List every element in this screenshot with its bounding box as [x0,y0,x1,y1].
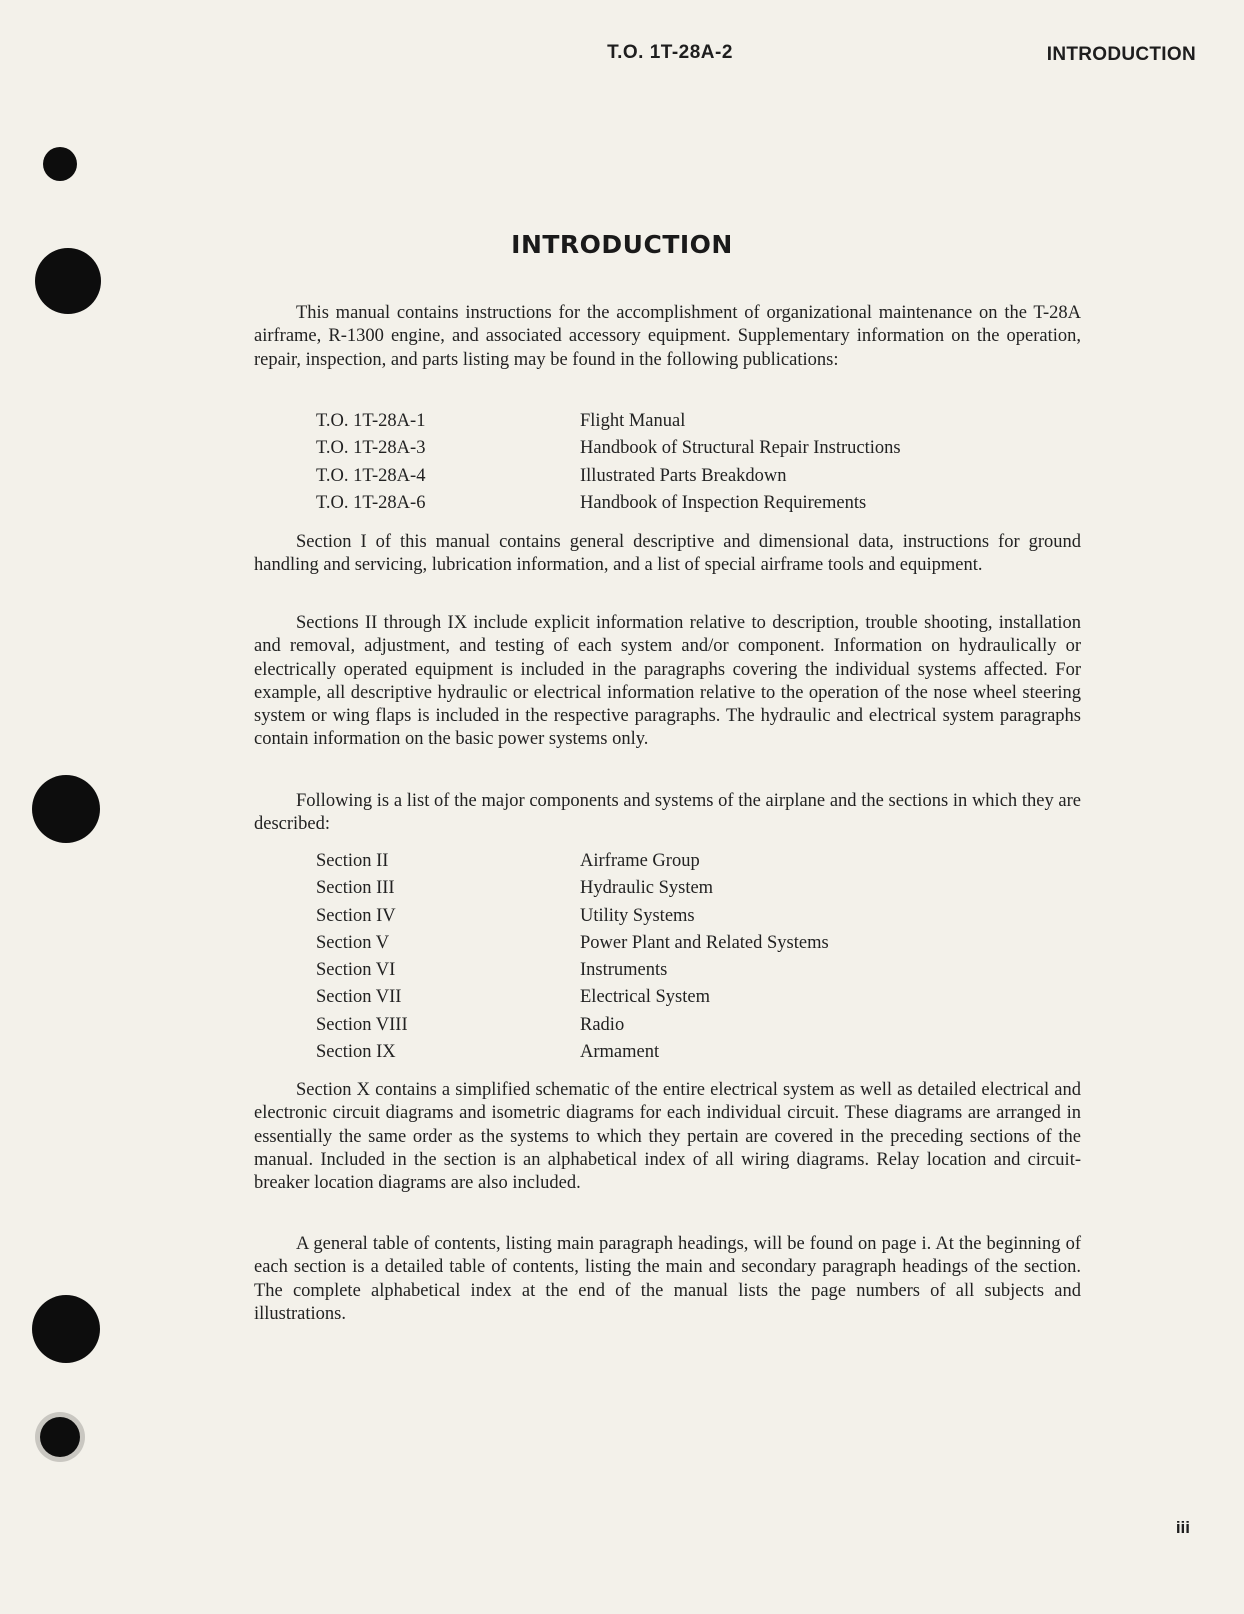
publication-code: T.O. 1T-28A-1 [316,411,426,431]
publication-title: Flight Manual [580,411,686,431]
section10-block [254,1079,1081,1195]
publication-code: T.O. 1T-28A-3 [316,438,426,459]
section-row [316,848,829,875]
sections2to9-paragraph: Sections II through IX include explicit information relative to description, trouble shooting, installation and removal, adjustment, and testing of each system and/or component. Information on hydraulically or electrically operated equipment is included in the paragraphs covering the individual systems affected. For example, all descriptive hydraulic or electrical information relative to the operation of the nose wheel steering system or wing flaps is included in the respective paragraphs. The hydraulic and electrical system paragraphs contain information on the basic power systems only. [254,613,1081,750]
following-block [254,790,1081,837]
section-row [316,875,829,902]
publications-list [316,408,901,517]
section-title: Airframe Group [580,851,700,871]
contents-paragraph: A general table of contents, listing main paragraph headings, will be found on page i. At the beginning of each section is a detailed table of contents, listing the main and secondary paragraph headings of the section. The complete alphabetical index at the end of the manual lists the page numbers of all subjects and illustrations. [254,1234,1081,1324]
binder-hole-1 [43,147,77,181]
section-row [316,984,829,1011]
section-row [316,1012,829,1039]
section-code: Section IX [316,1042,396,1063]
binder-hole-3 [32,775,100,843]
section-code: Section II [316,851,389,871]
document-number: T.O. 1T-28A-2 [607,42,733,63]
intro-block [254,302,1081,372]
sections-list [316,848,829,1066]
publication-row [316,490,901,517]
publication-row [316,435,901,462]
running-section-header: INTRODUCTION [1046,44,1196,65]
publication-row [316,408,901,435]
section1-block [254,531,1081,578]
section-title: Hydraulic System [580,878,714,899]
binder-hole-5 [40,1417,80,1457]
section-code: Section VII [316,987,402,1008]
section-code: Section VIII [316,1014,408,1035]
publication-title: Handbook of Structural Repair Instructions [580,438,901,459]
section1-paragraph: Section I of this manual contains general descriptive and dimensional data, instructions for ground handling and servicing, lubrication information, and a list of special airframe tools and equipment. [254,532,1081,576]
section-title: Electrical System [580,987,710,1008]
section-row [316,903,829,930]
binder-hole-4 [32,1295,100,1363]
section-code: Section IV [316,905,396,926]
section-row [316,930,829,957]
section-title: Power Plant and Related Systems [580,932,829,953]
section10-paragraph: Section X contains a simplified schematic of the entire electrical system as well as detailed electrical and electronic circuit diagrams and isometric diagrams for each individual circuit. These diagrams are arranged in essentially the same order as the systems to which they pertain are covered in the preceding sections of the manual. Included in the section is an alphabetical index of all wiring diagrams. Relay location and circuit-breaker location diagrams are also included. [254,1080,1081,1194]
section-title: Armament [580,1042,660,1063]
publication-row [316,463,901,490]
publication-code: T.O. 1T-28A-6 [316,492,426,513]
contents-block [254,1233,1081,1326]
publication-code: T.O. 1T-28A-4 [316,465,426,486]
section-title: Instruments [580,960,668,981]
following-paragraph: Following is a list of the major components and systems of the airplane and the sections in which they are described: [254,791,1081,835]
section-title: Radio [580,1014,625,1035]
page-title: INTRODUCTION [511,230,733,259]
section-row [316,1039,829,1066]
section-code: Section V [316,932,390,953]
publication-title: Handbook of Inspection Requirements [580,492,867,513]
intro-paragraph: This manual contains instructions for the accomplishment of organizational maintenance on the T-28A airframe, R-1300 engine, and associated accessory equipment. Supplementary information on the operation, repair, inspection, and parts listing may be found in the following publications: [254,303,1081,370]
section-title: Utility Systems [580,905,695,926]
sections2to9-block [254,612,1081,752]
publication-title: Illustrated Parts Breakdown [580,465,787,486]
section-code: Section III [316,878,395,899]
section-row [316,957,829,984]
section-code: Section VI [316,960,396,981]
page-number: iii [1175,1518,1190,1537]
